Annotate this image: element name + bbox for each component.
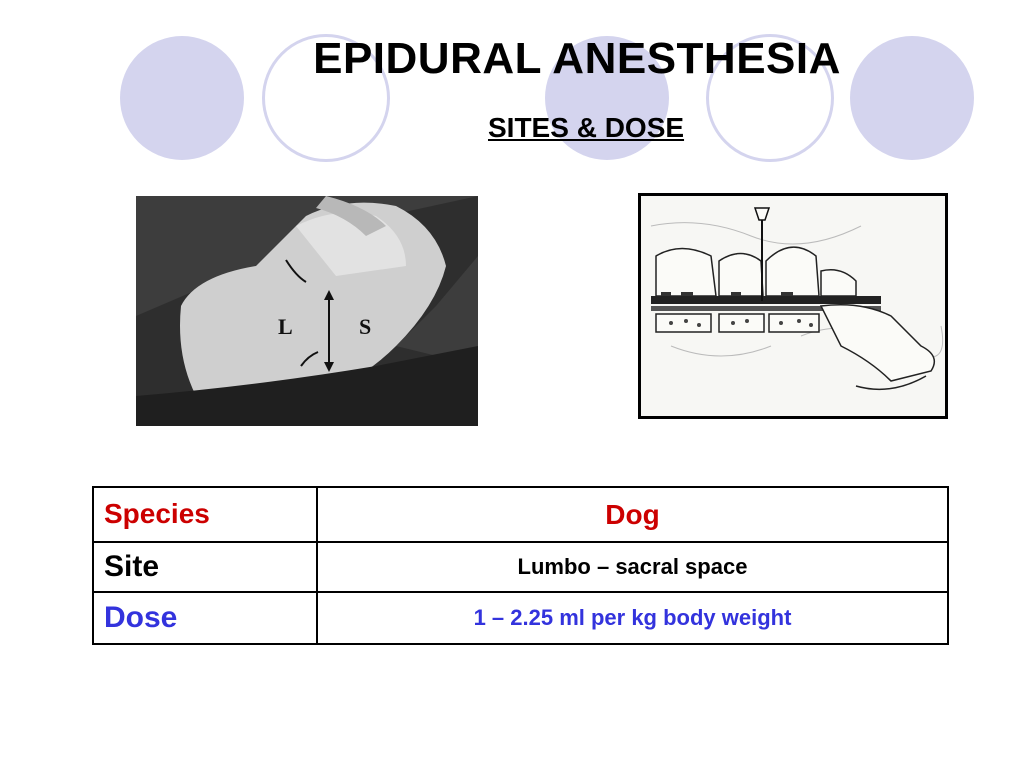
table-row <box>93 487 948 542</box>
spine-needle-diagram <box>638 193 948 419</box>
table-row <box>93 592 948 644</box>
dog-lumbosacral-photo <box>136 196 478 426</box>
dose-label: Dose <box>93 592 317 644</box>
species-label: Species <box>93 487 317 542</box>
photo-label-l: L <box>278 314 293 339</box>
page-title: EPIDURAL ANESTHESIA <box>313 34 841 83</box>
dose-table <box>92 486 949 645</box>
species-value: Dog <box>317 487 948 542</box>
photo-label-s: S <box>359 314 372 339</box>
dose-value: 1 – 2.25 ml per kg body weight <box>317 592 948 644</box>
site-value: Lumbo – sacral space <box>317 542 948 592</box>
table-row <box>93 542 948 592</box>
site-label: Site <box>93 542 317 592</box>
page-subtitle: SITES & DOSE <box>488 112 685 143</box>
